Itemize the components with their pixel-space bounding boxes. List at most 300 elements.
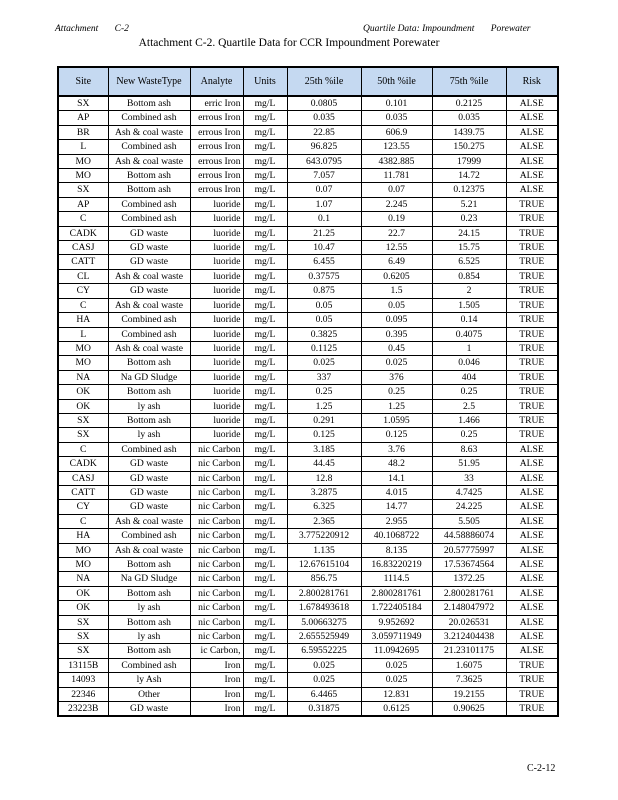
cell-site: SX xyxy=(58,644,108,658)
cell-analyte: nic Carbon xyxy=(190,615,243,629)
cell-risk: ALSE xyxy=(506,529,558,543)
column-header-analyte: Analyte xyxy=(190,67,243,96)
cell-site: BR xyxy=(58,125,108,139)
cell-risk: TRUE xyxy=(506,226,558,240)
table-row xyxy=(58,428,558,442)
cell-analyte: luoride xyxy=(190,341,243,355)
cell-p50: 0.395 xyxy=(361,327,432,341)
cell-p25: 856.75 xyxy=(287,572,361,586)
cell-p25: 0.37575 xyxy=(287,269,361,283)
cell-risk: TRUE xyxy=(506,284,558,298)
table-row xyxy=(58,586,558,600)
cell-p25: 1.25 xyxy=(287,399,361,413)
cell-site: C xyxy=(58,514,108,528)
cell-analyte: errous Iron xyxy=(190,140,243,154)
cell-p50: 0.6205 xyxy=(361,269,432,283)
cell-units: mg/L xyxy=(243,284,287,298)
cell-waste-type: Ash & coal waste xyxy=(108,514,190,528)
cell-risk: ALSE xyxy=(506,111,558,125)
cell-risk: ALSE xyxy=(506,140,558,154)
cell-waste-type: Combined ash xyxy=(108,313,190,327)
cell-waste-type: Combined ash xyxy=(108,442,190,456)
cell-analyte: errous Iron xyxy=(190,183,243,197)
cell-analyte: nic Carbon xyxy=(190,500,243,514)
cell-analyte: Iron xyxy=(190,702,243,717)
cell-risk: ALSE xyxy=(506,644,558,658)
cell-risk: TRUE xyxy=(506,687,558,701)
cell-analyte: errous Iron xyxy=(190,154,243,168)
cell-analyte: luoride xyxy=(190,428,243,442)
cell-units: mg/L xyxy=(243,428,287,442)
cell-units: mg/L xyxy=(243,111,287,125)
table-row xyxy=(58,226,558,240)
cell-site: HA xyxy=(58,529,108,543)
cell-waste-type: Combined ash xyxy=(108,197,190,211)
cell-units: mg/L xyxy=(243,241,287,255)
cell-site: MO xyxy=(58,543,108,557)
table-header-row xyxy=(58,67,558,96)
table-row xyxy=(58,615,558,629)
cell-p75: 17999 xyxy=(432,154,506,168)
cell-risk: ALSE xyxy=(506,630,558,644)
cell-analyte: luoride xyxy=(190,226,243,240)
cell-risk: TRUE xyxy=(506,212,558,226)
cell-p50: 1.25 xyxy=(361,399,432,413)
cell-risk: TRUE xyxy=(506,385,558,399)
cell-waste-type: Bottom ash xyxy=(108,183,190,197)
table-row xyxy=(58,154,558,168)
cell-units: mg/L xyxy=(243,615,287,629)
cell-waste-type: Bottom ash xyxy=(108,558,190,572)
cell-p25: 337 xyxy=(287,370,361,384)
cell-risk: TRUE xyxy=(506,658,558,672)
cell-site: L xyxy=(58,327,108,341)
cell-p75: 2.148047972 xyxy=(432,601,506,615)
cell-analyte: nic Carbon xyxy=(190,485,243,499)
cell-p75: 150.275 xyxy=(432,140,506,154)
cell-waste-type: GD waste xyxy=(108,241,190,255)
cell-p75: 4.7425 xyxy=(432,485,506,499)
cell-units: mg/L xyxy=(243,673,287,687)
cell-risk: ALSE xyxy=(506,457,558,471)
cell-p25: 0.25 xyxy=(287,385,361,399)
cell-p50: 14.77 xyxy=(361,500,432,514)
cell-risk: ALSE xyxy=(506,169,558,183)
cell-p50: 0.125 xyxy=(361,428,432,442)
cell-p25: 22.85 xyxy=(287,125,361,139)
cell-p50: 0.025 xyxy=(361,673,432,687)
table-row xyxy=(58,413,558,427)
cell-site: CASJ xyxy=(58,471,108,485)
table-row xyxy=(58,255,558,269)
cell-units: mg/L xyxy=(243,543,287,557)
cell-p25: 0.07 xyxy=(287,183,361,197)
cell-risk: ALSE xyxy=(506,572,558,586)
cell-waste-type: Bottom ash xyxy=(108,413,190,427)
cell-p50: 0.095 xyxy=(361,313,432,327)
cell-p75: 14.72 xyxy=(432,169,506,183)
cell-p75: 7.3625 xyxy=(432,673,506,687)
cell-analyte: luoride xyxy=(190,212,243,226)
cell-p25: 0.125 xyxy=(287,428,361,442)
table-row xyxy=(58,327,558,341)
cell-p75: 5.21 xyxy=(432,197,506,211)
cell-site: NA xyxy=(58,370,108,384)
cell-analyte: luoride xyxy=(190,370,243,384)
cell-risk: ALSE xyxy=(506,500,558,514)
cell-risk: TRUE xyxy=(506,269,558,283)
header-attachment-code: C-2 xyxy=(114,24,129,34)
cell-waste-type: GD waste xyxy=(108,702,190,717)
cell-units: mg/L xyxy=(243,601,287,615)
table-row xyxy=(58,529,558,543)
cell-site: CL xyxy=(58,269,108,283)
cell-p25: 44.45 xyxy=(287,457,361,471)
cell-waste-type: Combined ash xyxy=(108,529,190,543)
cell-waste-type: ly ash xyxy=(108,630,190,644)
table-row xyxy=(58,385,558,399)
cell-site: OK xyxy=(58,385,108,399)
cell-analyte: errous Iron xyxy=(190,125,243,139)
cell-p75: 33 xyxy=(432,471,506,485)
cell-units: mg/L xyxy=(243,471,287,485)
cell-site: SX xyxy=(58,413,108,427)
cell-analyte: luoride xyxy=(190,327,243,341)
cell-p25: 96.825 xyxy=(287,140,361,154)
cell-site: C xyxy=(58,442,108,456)
cell-p50: 14.1 xyxy=(361,471,432,485)
cell-units: mg/L xyxy=(243,586,287,600)
table-row xyxy=(58,212,558,226)
cell-analyte: nic Carbon xyxy=(190,572,243,586)
column-header-p50: 50th %ile xyxy=(361,67,432,96)
cell-p50: 2.955 xyxy=(361,514,432,528)
cell-risk: ALSE xyxy=(506,442,558,456)
cell-p25: 3.2875 xyxy=(287,485,361,499)
cell-p75: 21.23101175 xyxy=(432,644,506,658)
cell-units: mg/L xyxy=(243,442,287,456)
cell-p50: 0.45 xyxy=(361,341,432,355)
column-header-site: Site xyxy=(58,67,108,96)
cell-analyte: nic Carbon xyxy=(190,630,243,644)
cell-units: mg/L xyxy=(243,212,287,226)
cell-waste-type: GD waste xyxy=(108,500,190,514)
cell-p25: 0.05 xyxy=(287,313,361,327)
cell-p25: 0.1125 xyxy=(287,341,361,355)
cell-waste-type: GD waste xyxy=(108,457,190,471)
cell-p25: 12.67615104 xyxy=(287,558,361,572)
cell-units: mg/L xyxy=(243,630,287,644)
cell-risk: ALSE xyxy=(506,183,558,197)
cell-units: mg/L xyxy=(243,529,287,543)
cell-units: mg/L xyxy=(243,572,287,586)
table-row xyxy=(58,125,558,139)
cell-risk: TRUE xyxy=(506,341,558,355)
cell-p25: 0.875 xyxy=(287,284,361,298)
cell-risk: TRUE xyxy=(506,241,558,255)
cell-risk: TRUE xyxy=(506,327,558,341)
cell-site: HA xyxy=(58,313,108,327)
cell-p75: 1.466 xyxy=(432,413,506,427)
cell-site: SX xyxy=(58,428,108,442)
cell-analyte: nic Carbon xyxy=(190,543,243,557)
cell-p50: 606.9 xyxy=(361,125,432,139)
cell-p50: 0.07 xyxy=(361,183,432,197)
cell-p50: 0.101 xyxy=(361,96,432,111)
cell-site: MO xyxy=(58,341,108,355)
cell-p50: 9.952692 xyxy=(361,615,432,629)
table-row xyxy=(58,284,558,298)
cell-risk: TRUE xyxy=(506,428,558,442)
cell-waste-type: Ash & coal waste xyxy=(108,543,190,557)
cell-waste-type: Bottom ash xyxy=(108,615,190,629)
cell-analyte: luoride xyxy=(190,385,243,399)
cell-p25: 7.057 xyxy=(287,169,361,183)
cell-units: mg/L xyxy=(243,183,287,197)
table-row xyxy=(58,644,558,658)
column-header-p75: 75th %ile xyxy=(432,67,506,96)
cell-p25: 6.4465 xyxy=(287,687,361,701)
cell-units: mg/L xyxy=(243,399,287,413)
cell-p75: 0.854 xyxy=(432,269,506,283)
cell-p25: 0.025 xyxy=(287,658,361,672)
table-row xyxy=(58,500,558,514)
cell-units: mg/L xyxy=(243,485,287,499)
table-row xyxy=(58,687,558,701)
cell-site: MO xyxy=(58,558,108,572)
cell-site: MO xyxy=(58,169,108,183)
table-row xyxy=(58,140,558,154)
cell-p50: 1.5 xyxy=(361,284,432,298)
cell-p75: 0.14 xyxy=(432,313,506,327)
cell-analyte: nic Carbon xyxy=(190,529,243,543)
cell-p25: 1.07 xyxy=(287,197,361,211)
cell-site: CADK xyxy=(58,226,108,240)
cell-units: mg/L xyxy=(243,385,287,399)
cell-units: mg/L xyxy=(243,370,287,384)
table-row xyxy=(58,702,558,717)
cell-p50: 12.831 xyxy=(361,687,432,701)
header-section-sub: Porewater xyxy=(490,24,531,34)
cell-p25: 0.31875 xyxy=(287,702,361,717)
cell-waste-type: Bottom ash xyxy=(108,356,190,370)
cell-analyte: nic Carbon xyxy=(190,586,243,600)
cell-waste-type: Combined ash xyxy=(108,327,190,341)
cell-analyte: luoride xyxy=(190,284,243,298)
cell-p75: 24.15 xyxy=(432,226,506,240)
cell-waste-type: Na GD Sludge xyxy=(108,370,190,384)
cell-waste-type: GD waste xyxy=(108,471,190,485)
cell-p25: 0.025 xyxy=(287,356,361,370)
cell-p75: 2.5 xyxy=(432,399,506,413)
cell-p50: 1.0595 xyxy=(361,413,432,427)
cell-waste-type: Other xyxy=(108,687,190,701)
cell-site: OK xyxy=(58,399,108,413)
cell-analyte: nic Carbon xyxy=(190,457,243,471)
column-header-risk: Risk xyxy=(506,67,558,96)
cell-p50: 1.722405184 xyxy=(361,601,432,615)
cell-units: mg/L xyxy=(243,644,287,658)
cell-units: mg/L xyxy=(243,197,287,211)
cell-p25: 0.035 xyxy=(287,111,361,125)
table-body xyxy=(58,96,558,716)
cell-p50: 0.025 xyxy=(361,658,432,672)
cell-p75: 1 xyxy=(432,341,506,355)
cell-site: SX xyxy=(58,96,108,111)
cell-site: OK xyxy=(58,601,108,615)
cell-site: C xyxy=(58,212,108,226)
cell-p25: 12.8 xyxy=(287,471,361,485)
cell-p75: 0.2125 xyxy=(432,96,506,111)
cell-p25: 21.25 xyxy=(287,226,361,240)
table-row xyxy=(58,399,558,413)
cell-waste-type: Bottom ash xyxy=(108,96,190,111)
cell-site: CASJ xyxy=(58,241,108,255)
cell-units: mg/L xyxy=(243,500,287,514)
cell-risk: TRUE xyxy=(506,673,558,687)
cell-p50: 4.015 xyxy=(361,485,432,499)
cell-p25: 10.47 xyxy=(287,241,361,255)
cell-risk: ALSE xyxy=(506,615,558,629)
table-row xyxy=(58,111,558,125)
table-row xyxy=(58,169,558,183)
table-row xyxy=(58,485,558,499)
cell-analyte: luoride xyxy=(190,313,243,327)
cell-analyte: Iron xyxy=(190,658,243,672)
table-row xyxy=(58,442,558,456)
cell-site: CY xyxy=(58,500,108,514)
cell-p75: 1372.25 xyxy=(432,572,506,586)
cell-p50: 0.05 xyxy=(361,298,432,312)
cell-p75: 2 xyxy=(432,284,506,298)
cell-waste-type: Ash & coal waste xyxy=(108,341,190,355)
cell-units: mg/L xyxy=(243,457,287,471)
cell-risk: TRUE xyxy=(506,313,558,327)
cell-waste-type: Combined ash xyxy=(108,658,190,672)
cell-p75: 2.800281761 xyxy=(432,586,506,600)
cell-p75: 20.57775997 xyxy=(432,543,506,557)
cell-p50: 11.0942695 xyxy=(361,644,432,658)
cell-units: mg/L xyxy=(243,558,287,572)
cell-p75: 5.505 xyxy=(432,514,506,528)
cell-analyte: luoride xyxy=(190,413,243,427)
cell-site: CATT xyxy=(58,255,108,269)
cell-risk: ALSE xyxy=(506,125,558,139)
running-header-left xyxy=(55,24,129,34)
cell-risk: ALSE xyxy=(506,96,558,111)
cell-p75: 20.026531 xyxy=(432,615,506,629)
cell-risk: ALSE xyxy=(506,485,558,499)
cell-p75: 24.225 xyxy=(432,500,506,514)
cell-units: mg/L xyxy=(243,169,287,183)
cell-analyte: luoride xyxy=(190,269,243,283)
cell-site: 23223B xyxy=(58,702,108,717)
table-row xyxy=(58,341,558,355)
cell-risk: TRUE xyxy=(506,298,558,312)
cell-units: mg/L xyxy=(243,313,287,327)
cell-p25: 6.59552225 xyxy=(287,644,361,658)
table-row xyxy=(58,370,558,384)
cell-waste-type: Bottom ash xyxy=(108,385,190,399)
table-row xyxy=(58,298,558,312)
cell-p25: 0.291 xyxy=(287,413,361,427)
cell-waste-type: Combined ash xyxy=(108,212,190,226)
cell-site: AP xyxy=(58,197,108,211)
cell-risk: TRUE xyxy=(506,413,558,427)
cell-units: mg/L xyxy=(243,125,287,139)
cell-p75: 0.23 xyxy=(432,212,506,226)
cell-p50: 0.025 xyxy=(361,356,432,370)
cell-analyte: luoride xyxy=(190,241,243,255)
cell-p50: 16.83220219 xyxy=(361,558,432,572)
cell-site: 22346 xyxy=(58,687,108,701)
cell-waste-type: ly Ash xyxy=(108,673,190,687)
cell-analyte: nic Carbon xyxy=(190,471,243,485)
cell-p75: 6.525 xyxy=(432,255,506,269)
cell-p50: 3.059711949 xyxy=(361,630,432,644)
cell-site: C xyxy=(58,298,108,312)
cell-analyte: luoride xyxy=(190,298,243,312)
cell-risk: TRUE xyxy=(506,356,558,370)
cell-risk: ALSE xyxy=(506,471,558,485)
cell-p75: 0.035 xyxy=(432,111,506,125)
cell-site: 14093 xyxy=(58,673,108,687)
cell-p50: 1114.5 xyxy=(361,572,432,586)
cell-p50: 48.2 xyxy=(361,457,432,471)
cell-p75: 0.25 xyxy=(432,385,506,399)
cell-risk: TRUE xyxy=(506,197,558,211)
cell-units: mg/L xyxy=(243,255,287,269)
cell-waste-type: Ash & coal waste xyxy=(108,154,190,168)
cell-units: mg/L xyxy=(243,226,287,240)
cell-risk: ALSE xyxy=(506,601,558,615)
cell-p75: 0.4075 xyxy=(432,327,506,341)
cell-analyte: nic Carbon xyxy=(190,514,243,528)
cell-site: MO xyxy=(58,154,108,168)
table-row xyxy=(58,197,558,211)
cell-analyte: ic Carbon, xyxy=(190,644,243,658)
cell-p75: 17.53674564 xyxy=(432,558,506,572)
cell-site: OK xyxy=(58,586,108,600)
cell-waste-type: Na GD Sludge xyxy=(108,572,190,586)
cell-p25: 643.0795 xyxy=(287,154,361,168)
cell-waste-type: ly ash xyxy=(108,601,190,615)
cell-units: mg/L xyxy=(243,140,287,154)
cell-p25: 3.185 xyxy=(287,442,361,456)
cell-risk: TRUE xyxy=(506,399,558,413)
cell-units: mg/L xyxy=(243,269,287,283)
cell-waste-type: Ash & coal waste xyxy=(108,298,190,312)
cell-risk: TRUE xyxy=(506,702,558,717)
cell-risk: ALSE xyxy=(506,514,558,528)
cell-p50: 2.245 xyxy=(361,197,432,211)
cell-site: NA xyxy=(58,572,108,586)
table-row xyxy=(58,543,558,557)
cell-p50: 40.1068722 xyxy=(361,529,432,543)
cell-units: mg/L xyxy=(243,96,287,111)
cell-p25: 1.135 xyxy=(287,543,361,557)
cell-waste-type: Ash & coal waste xyxy=(108,125,190,139)
cell-site: CY xyxy=(58,284,108,298)
cell-waste-type: Combined ash xyxy=(108,111,190,125)
cell-risk: TRUE xyxy=(506,370,558,384)
table-row xyxy=(58,558,558,572)
cell-p75: 0.046 xyxy=(432,356,506,370)
cell-analyte: nic Carbon xyxy=(190,601,243,615)
cell-p25: 0.1 xyxy=(287,212,361,226)
cell-units: mg/L xyxy=(243,702,287,717)
cell-waste-type: Ash & coal waste xyxy=(108,269,190,283)
